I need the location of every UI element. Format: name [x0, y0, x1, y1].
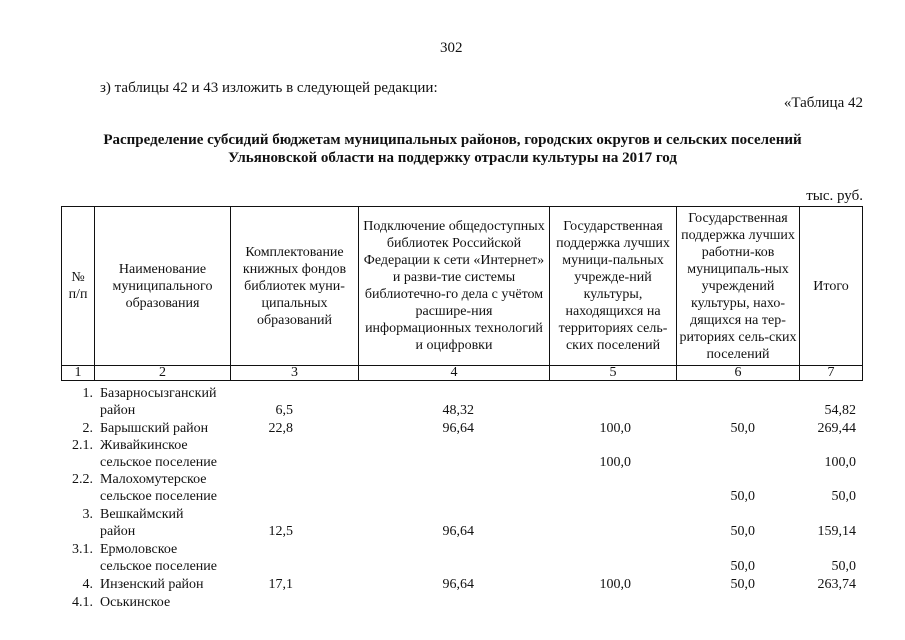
row-number: 1.	[82, 386, 93, 401]
value-book-funds: 22,8	[268, 421, 293, 436]
header-row	[62, 207, 863, 366]
column-number: 7	[800, 366, 863, 381]
value-total: 269,44	[817, 421, 856, 436]
value-total: 100,0	[824, 455, 856, 470]
page-number: 302	[440, 40, 463, 56]
table-title-line-1: Распределение субсидий бюджетам муниципальных районов, городских округов и сельских поселений	[103, 132, 802, 148]
header-book-funds: Комплектование книжных фондов библиотек муни-ципальных образований	[231, 207, 359, 366]
value-internet-libraries: 48,32	[442, 403, 474, 418]
column-number: 1	[62, 366, 95, 381]
municipality-name: Барышский район	[100, 421, 209, 436]
value-total: 50,0	[831, 489, 856, 504]
row-number: 2.	[82, 421, 93, 436]
header-number: № п/п	[62, 207, 95, 366]
header-best-institutions: Государственная поддержка лучших муници-пальных учрежде-ний культуры, находящихся на территориях сель-ских поселений	[550, 207, 677, 366]
value-total: 159,14	[817, 524, 856, 539]
value-best-institutions: 100,0	[599, 455, 631, 470]
value-total: 263,74	[817, 577, 856, 592]
value-internet-libraries: 96,64	[442, 421, 474, 436]
municipality-name: Ермоловское	[100, 542, 178, 557]
row-number: 2.1.	[72, 438, 93, 453]
row-number: 4.	[82, 577, 93, 592]
value-book-funds: 6,5	[275, 403, 293, 418]
column-number: 6	[677, 366, 800, 381]
municipality-name: Малохомутерское	[100, 472, 207, 487]
municipality-name: Инзенский район	[100, 577, 204, 592]
municipality-name-cont: сельское поселение	[100, 489, 217, 504]
municipality-name: Базарносызганский	[100, 386, 217, 401]
header-municipality: Наименование муниципального образования	[95, 207, 231, 366]
row-number: 3.1.	[72, 542, 93, 557]
municipality-name-cont: сельское поселение	[100, 455, 217, 470]
value-total: 50,0	[831, 559, 856, 574]
value-best-workers: 50,0	[730, 524, 755, 539]
value-book-funds: 17,1	[268, 577, 293, 592]
column-number: 3	[231, 366, 359, 381]
column-number: 4	[359, 366, 550, 381]
row-number: 2.2.	[72, 472, 93, 487]
table-label: «Таблица 42	[783, 95, 863, 111]
municipality-name-cont: сельское поселение	[100, 559, 217, 574]
value-internet-libraries: 96,64	[442, 524, 474, 539]
amendment-instruction: з) таблицы 42 и 43 изложить в следующей редакции:	[100, 80, 438, 96]
municipality-name: Оськинское	[100, 595, 171, 610]
municipality-name-cont: район	[100, 403, 136, 418]
header-total: Итого	[800, 207, 863, 366]
value-best-institutions: 100,0	[599, 577, 631, 592]
value-best-institutions: 100,0	[599, 421, 631, 436]
value-best-workers: 50,0	[730, 489, 755, 504]
table-title-line-2: Ульяновской области на поддержку отрасли культуры на 2017 год	[228, 150, 677, 166]
municipality-name-cont: район	[100, 524, 136, 539]
value-best-workers: 50,0	[730, 559, 755, 574]
municipality-name: Живайкинское	[100, 438, 188, 453]
value-best-workers: 50,0	[730, 577, 755, 592]
header-best-workers: Государственная поддержка лучших работни-ков муниципаль-ных учреждений культуры, нахо-дящихся на тер-риториях сель-ских поселений	[677, 207, 800, 366]
row-number: 3.	[82, 507, 93, 522]
value-total: 54,82	[824, 403, 856, 418]
value-internet-libraries: 96,64	[442, 577, 474, 592]
row-number: 4.1.	[72, 595, 93, 610]
header-internet-libraries: Подключение общедоступных библиотек Российской Федерации к сети «Интернет» и разви-тие системы библиотечно-го дела с учётом расшире-ния информационных технологий и оцифровки	[359, 207, 550, 366]
subsidy-table-header	[61, 206, 863, 381]
units-label: тыс. руб.	[806, 188, 863, 204]
column-number: 5	[550, 366, 677, 381]
column-number-row	[62, 366, 863, 381]
value-best-workers: 50,0	[730, 421, 755, 436]
value-book-funds: 12,5	[268, 524, 293, 539]
municipality-name: Вешкаймский	[100, 507, 184, 522]
column-number: 2	[95, 366, 231, 381]
